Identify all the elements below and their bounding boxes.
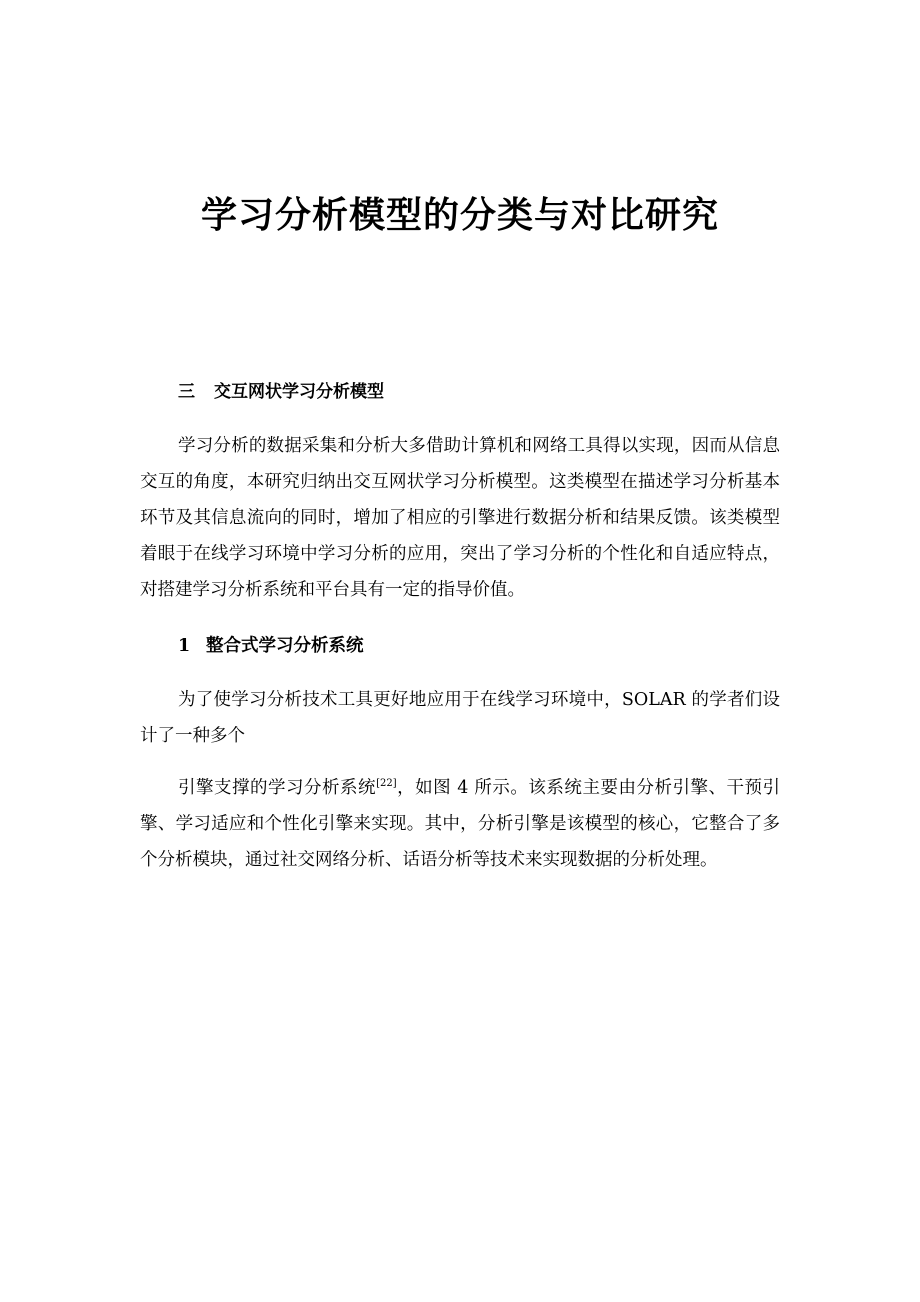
- subsection-number: 1: [178, 636, 191, 656]
- paragraph-engine-text-rest: ，如图 4 所示。该系统主要由分析引擎、干预引擎、学习适应和个性化引擎来实现。其中，分析引擎是该模型的核心，它整合了多个分析模块，通过社交网络分析、话语分析等技术来实现数据的分析处理。: [140, 778, 781, 870]
- subsection-title: 整合式学习分析系统: [206, 636, 364, 656]
- subsection-heading: [178, 630, 364, 662]
- citation-reference[interactable]: [22]: [376, 778, 397, 790]
- paragraph-engine-system: [140, 770, 780, 878]
- paragraph-solar: 为了使学习分析技术工具更好地应用于在线学习环境中，SOLAR 的学者们设计了一种多个: [140, 690, 780, 746]
- paragraph-engine-text-start: 引擎支撑的学习分析系统: [178, 778, 377, 798]
- section-number: 三: [178, 382, 195, 402]
- section-heading: [178, 378, 384, 406]
- page-title: 学习分析模型的分类与对比研究: [200, 195, 719, 236]
- section-title: 交互网状学习分析模型: [214, 382, 384, 402]
- paragraph-intro: 学习分析的数据采集和分析大多借助计算机和网络工具得以实现，因而从信息交互的角度，本研究归纳出交互网状学习分析模型。这类模型在描述学习分析基本环节及其信息流向的同时，增加了相应的引擎进行数据分析和结果反馈。该类模型着眼于在线学习环境中学习分析的应用，突出了学习分析的个性化和自适应特点，对搭建学习分析系统和平台具有一定的指导价值。: [140, 436, 780, 600]
